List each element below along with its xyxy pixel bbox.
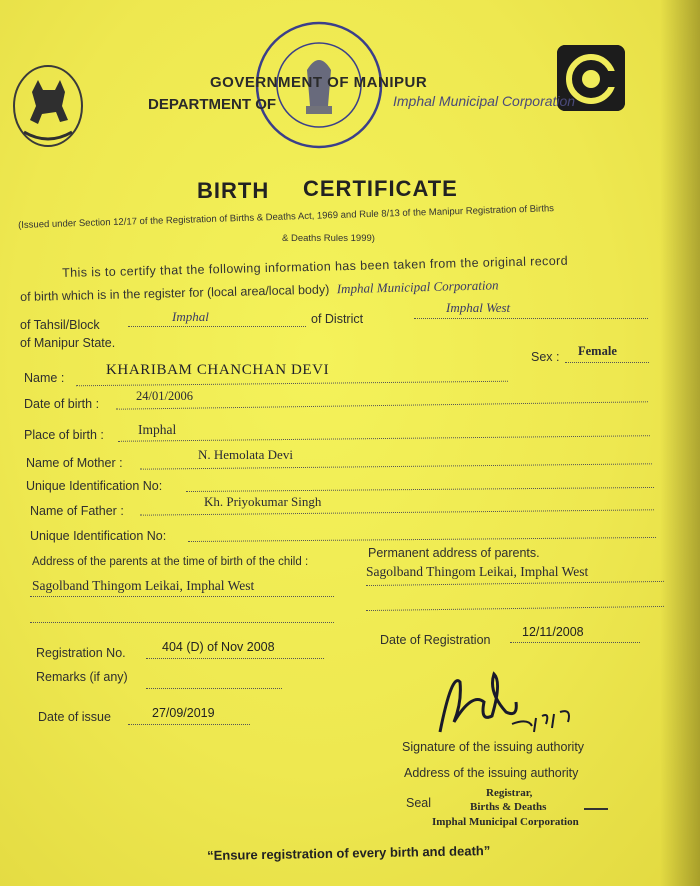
address-at-birth-value: Sagolband Thingom Leikai, Imphal West [32,578,255,593]
certificate-title-word2: CERTIFICATE [303,176,458,201]
father-value: Kh. Priyokumar Singh [204,494,322,509]
name-value: KHARIBAM CHANCHAN DEVI [106,362,330,378]
date-of-registration-value: 12/11/2008 [522,625,584,639]
certify-text-line1: This is to certify that the following information has been taken from the original record [62,253,569,280]
date-of-issue-label: Date of issue [38,710,111,724]
dob-label: Date of birth : [24,397,100,411]
seal-line2: Births & Deaths [470,801,547,813]
registration-no-value: 404 (D) of Nov 2008 [162,640,275,654]
district-value: Imphal West [446,300,511,315]
seal-line3: Imphal Municipal Corporation [432,816,579,828]
place-of-birth-label: Place of birth : [24,428,104,442]
signature-label: Signature of the issuing authority [402,740,585,754]
registration-no-label: Registration No. [36,646,126,660]
department-name: Imphal Municipal Corporation [393,93,576,109]
certify-text-line2: of birth which is in the register for (local area/local body) Imphal Municipal Corporation [20,277,499,304]
mother-value: N. Hemolata Devi [198,447,293,462]
father-label: Name of Father : [30,504,124,518]
address-at-birth-label: Address of the parents at the time of birth of the child : [32,556,309,568]
government-heading: GOVERNMENT OF MANIPUR [210,74,428,91]
mother-label: Name of Mother : [26,456,123,470]
date-of-issue-value: 27/09/2019 [152,706,215,720]
seal-label: Seal [406,796,432,810]
page-edge-shadow [660,0,700,886]
local-body-value: Imphal Municipal Corporation [336,277,499,297]
permanent-address-label: Permanent address of parents. [368,546,540,560]
issued-under-line2: & Deaths Rules 1999) [282,233,375,244]
manipur-state-emblem-icon [10,62,90,150]
department-heading: DEPARTMENT OF [148,96,277,113]
footer-slogan: “Ensure registration of every birth and death” [207,843,491,863]
date-of-registration-label: Date of Registration [380,633,491,647]
remarks-label: Remarks (if any) [36,670,128,684]
permanent-address-value: Sagolband Thingom Leikai, Imphal West [366,564,589,579]
district-label: of District [311,312,364,326]
dob-value: 24/01/2006 [136,389,193,403]
issuing-address-label: Address of the issuing authority [404,766,579,780]
place-of-birth-value: Imphal [138,422,177,437]
state-label: of Manipur State. [20,336,116,350]
tahsil-value: Imphal [172,309,209,324]
father-uid-label: Unique Identification No: [30,529,167,543]
sex-value: Female [578,344,617,358]
mother-uid-label: Unique Identification No: [26,479,163,493]
seal-line1: Registrar, [486,787,533,799]
certificate-title-word1: BIRTH [197,178,270,203]
handwritten-signature-icon [432,662,592,742]
tahsil-label: of Tahsil/Block [20,318,100,332]
name-label: Name : [24,371,65,385]
sex-label: Sex : [531,350,560,364]
issued-under-line1: (Issued under Section 12/17 of the Registration of Births & Deaths Act, 1969 and Rule 8/13 of the Manipur Registration of Births [18,203,555,231]
